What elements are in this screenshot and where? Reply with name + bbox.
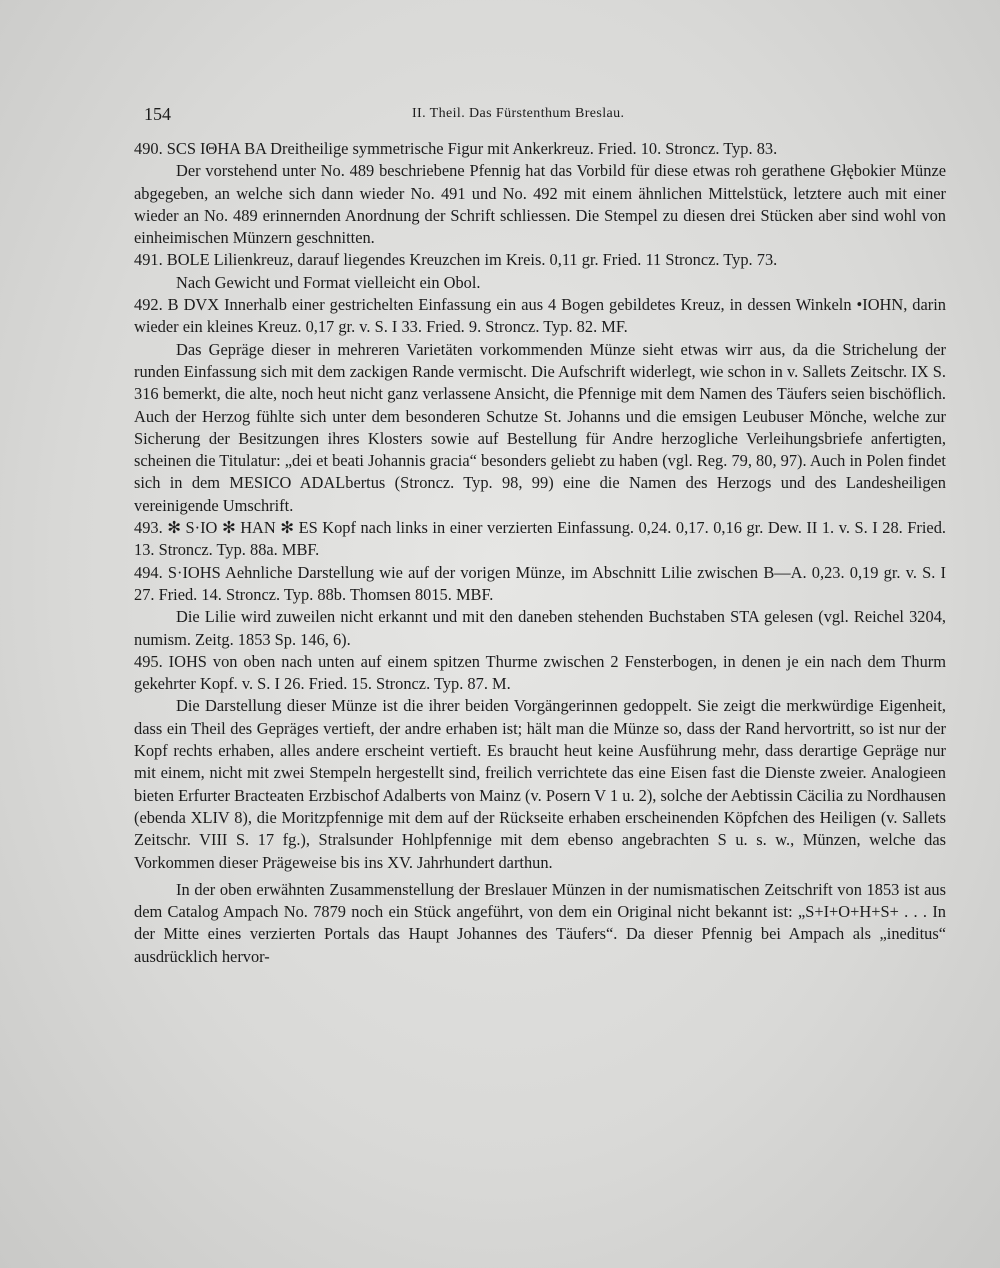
commentary-491: Nach Gewicht und Format vielleicht ein Obol.	[176, 272, 481, 292]
entry-492: 492. B DVX Innerhalb einer gestrichelten Einfassung ein aus 4 Bogen gebildetes Kreuz, in dessen Winkeln •IOHN, darin wieder ein kleines Kreuz. 0,17 gr. v. S. I 33. Fried. 9. Stroncz. Typ. 82. MF.	[134, 295, 946, 337]
commentary-492: Das Gepräge dieser in mehreren Varietäten vorkommenden Münze sieht etwas wirr aus, da die Strichelung der runden Einfassung sich mit dem zackigen Rande vermischt. Die Aufschrift widerlegt, wie schon in v. Sallets Zeitschr. IX S. 316 bemerkt, die alte, noch heut nicht ganz verlassene Ansicht, die Pfennige mit dem Namen des Täufers seien bischöflich. Auch der Herzog fühlte sich unter dem besonderen Schutze St. Johanns und die emsigen Leubuser Mönche, welche zur Sicherung der Besitzungen ihres Klosters sowie auf Bestellung für Andre herzogliche Verleihungsbriefe anfertigten, scheinen die Titulatur: „dei et beati Johannis gracia“ besonders geliebt zu haben (vgl. Reg. 79, 80, 97). Auch in Polen findet sich in dem MESICO ADALbertus (Stroncz. Typ. 98, 99) eine die Namen des Herzogs und des Landesheiligen vereinigende Umschrift.	[134, 339, 946, 515]
running-head: II. Theil. Das Fürstenthum Breslau.	[412, 106, 625, 121]
entry-495: 495. IOHS von oben nach unten auf einem spitzen Thurme zwischen 2 Fensterbogen, in denen je ein nach dem Thurm gekehrter Kopf. v. S. I 26. Fried. 15. Stroncz. Typ. 87. M.	[134, 651, 946, 694]
commentary-490: Der vorstehend unter No. 489 beschriebene Pfennig hat das Vorbild für diese etwas roh gerathene Głębokier Münze abgegeben, an welche sich dann wieder No. 491 und No. 492 mit einem ähnlichen Mittelstück, letztere auch mit einer wieder an No. 489 erinnernden Anordnung der Schrift schliessen. Die Stempel zu diesen drei Stücken aber sind wohl von einheimischen Münzern geschnitten.	[134, 161, 946, 248]
entry-493: 493. ✻ S·IO ✻ HAN ✻ ES Kopf nach links in einer verzierten Einfassung. 0,24. 0,17. 0,16 gr. Dew. II 1. v. S. I 28. Fried. 13. Stroncz. Typ. 88a. MBF.	[134, 518, 946, 560]
closing-paragraph: In der oben erwähnten Zusammenstellung der Breslauer Münzen in der numismatischen Zeitschrift von 1853 ist aus dem Catalog Ampach No. 7879 noch ein Stück angeführt, von dem ein Original nicht bekannt ist: „S+I+O+H+S+ . . . In der Mitte eines verzierten Portals das Haupt Johannes des Täufers“. Da dieser Pfennig bei Ampach als „ineditus“ ausdrücklich hervor-	[134, 879, 946, 966]
page-header	[134, 100, 946, 130]
entry-490: 490. SCS IΘHA BA Dreitheilige symmetrische Figur mit Ankerkreuz. Fried. 10. Stroncz. Typ. 83.	[134, 139, 778, 158]
text-block	[134, 100, 946, 968]
body-text	[134, 138, 946, 968]
entry-491: 491. BOLE Lilienkreuz, darauf liegendes Kreuzchen im Kreis. 0,11 gr. Fried. 11 Stroncz. Typ. 73.	[134, 250, 778, 270]
entry-494: 494. S·IOHS Aehnliche Darstellung wie auf der vorigen Münze, im Abschnitt Lilie zwischen B—A. 0,23. 0,19 gr. v. S. I 27. Fried. 14. Stroncz. Typ. 88b. Thomsen 8015. MBF.	[134, 562, 946, 604]
commentary-495: Die Darstellung dieser Münze ist die ihrer beiden Vorgängerinnen gedoppelt. Sie zeigt die merkwürdige Eigenheit, dass ein Theil des Gepräges vertieft, der andre erhaben ist; hält man die Münze so, dass der Rand hervortritt, so ist nur der Kopf rechts erhaben, alles andere erscheint vertieft. Es braucht heut keine Ausführung mehr, dass derartige Gepräge nur mit einem, nicht mit zwei Stempeln hergestellt sind, freilich verrichtete das eine Eisen fast die Dienste zweier. Analogieen bieten Erfurter Bracteaten Erzbischof Adalberts von Mainz (v. Posern V 1 u. 2), solche der Aebtissin Cäcilia zu Nordhausen (ebenda XLIV 8), die Moritzpfennige mit dem auf der Rückseite erhaben erscheinenden Köpfchen des Heiligen (v. Sallets Zeitschr. VIII S. 17 fg.), Stralsunder Hohlpfennige mit dem ebenso angebrachten S u. s. w., Münzen, welche das Vorkommen dieser Prägeweise bis ins XV. Jahrhundert darthun.	[134, 696, 946, 872]
commentary-494: Die Lilie wird zuweilen nicht erkannt und mit den daneben stehenden Buchstaben STA gelesen (vgl. Reichel 3204, numism. Zeitg. 1853 Sp. 146, 6).	[134, 607, 946, 649]
page-number: 154	[144, 104, 171, 124]
